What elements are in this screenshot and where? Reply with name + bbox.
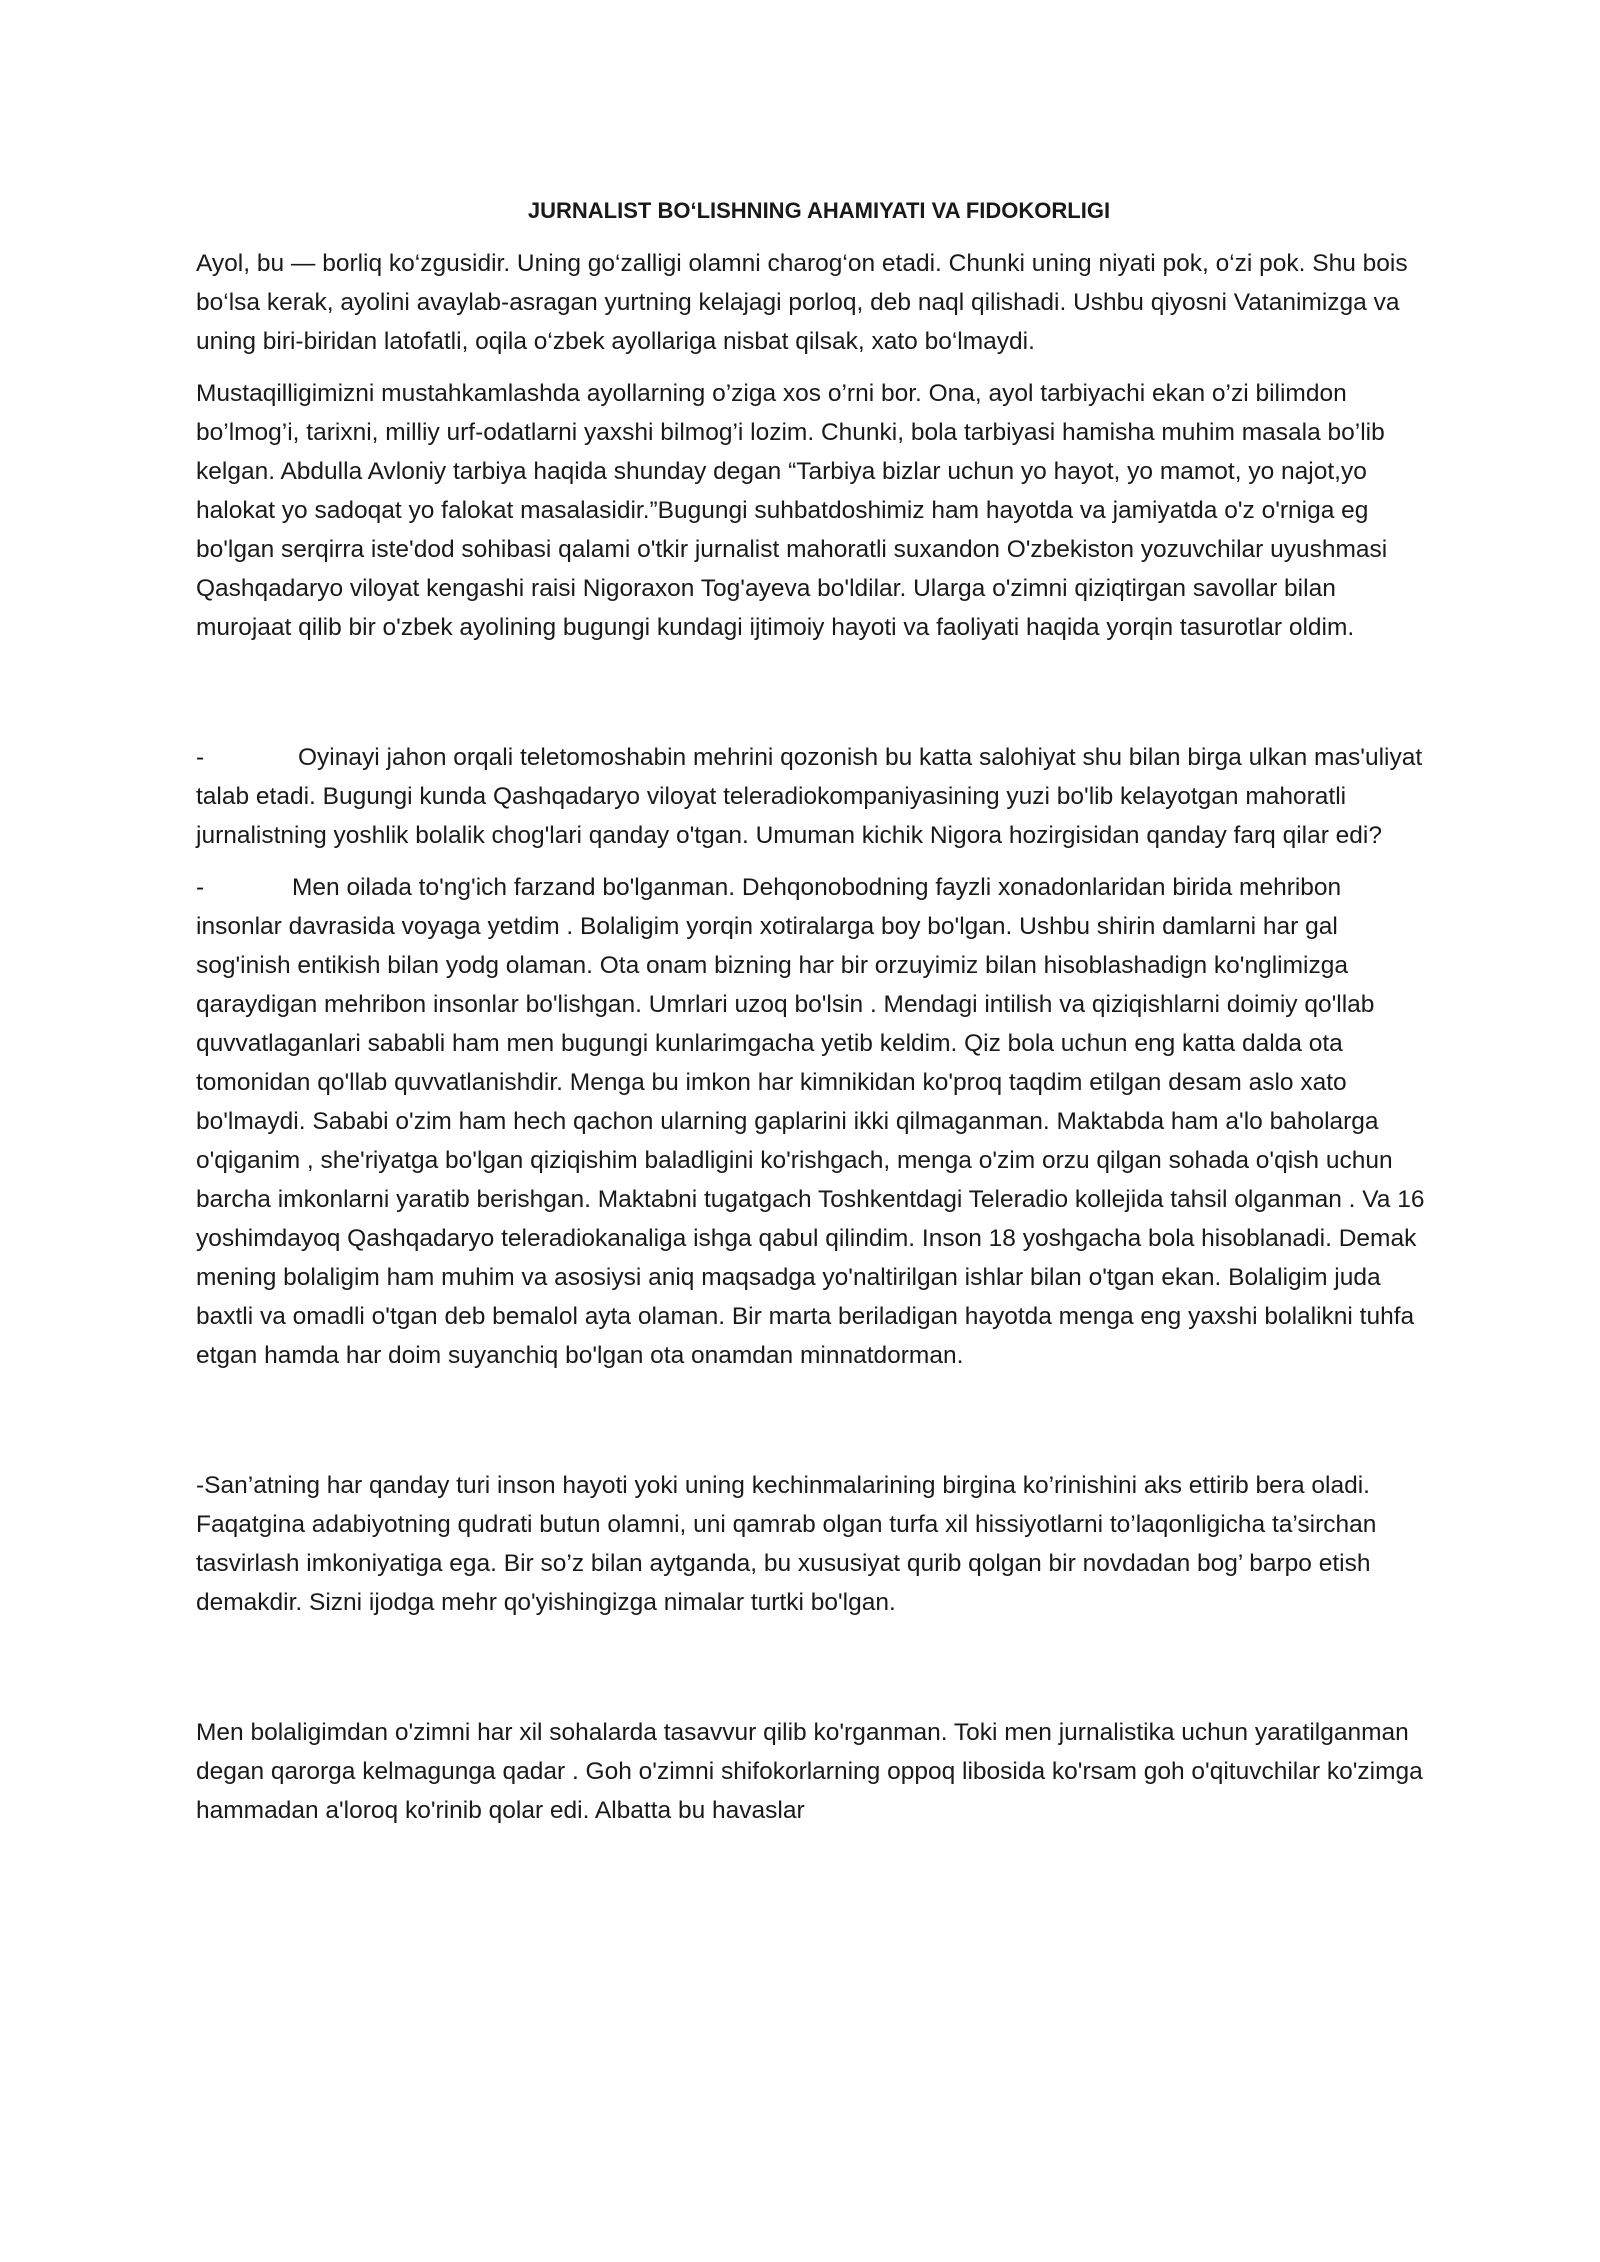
question-2: -San’atning har qanday turi inson hayoti yoki uning kechinmalarining birgina ko’rinishini aks ettirib bera oladi. Faqatgina adabiyotning qudrati butun olamni, uni qamrab olgan turfa xil hissiyotlarni to’laqonligicha ta’sirchan tasvirlash imkoniyatiga ega. Bir so’z bilan aytganda, bu xususiyat qurib qolgan bir novdadan bog’ barpo etish demakdir. Sizni ijodga mehr qo'yishingizga nimalar turtki bo'lgan. — [196, 1472, 1377, 1616]
dash-marker: - — [196, 874, 205, 901]
document-title: JURNALIST BO‘LISHNING AHAMIYATI VA FIDOKORLIGI — [527, 198, 1111, 223]
question-1 — [196, 738, 1428, 855]
paragraph-context: Mustaqilligimizni mustahkamlashda ayollarning o’ziga xos o’rni bor. Ona, ayol tarbiyachi ekan o’zi bilimdon bo’lmog’i, tarixni, milliy urf-odatlarni yaxshi bilmog’i lozim. Chunki, bola tarbiyasi hamisha muhim masala bo’lib kelgan. Abdulla Avloniy tarbiya haqida shunday degan “Tarbiya bizlar uchun yo hayot, yo mamot, yo najot,yo halokat yo sadoqat yo falokat masalasidir.”Bugungi suhbatdoshimiz ham hayotda va jamiyatda o'z o'rniga eg bo'lgan serqirra iste'dod sohibasi qalami o'tkir jurnalist mahoratli suxandon O'zbekiston yozuvchilar uyushmasi Qashqadaryo viloyat kengashi raisi Nigoraxon Tog'ayeva bo'ldilar. Ularga o'zimni qiziqtirgan savollar bilan murojaat qilib bir o'zbek ayolining bugungi kundagi ijtimoiy hayoti va faoliyati haqida yorqin tasurotlar oldim. — [196, 380, 1388, 641]
paragraph-intro: Ayol, bu — borliq ko‘zgusidir. Uning go‘zalligi olamni charog‘on etadi. Chunki uning niyati pok, o‘zi pok. Shu bois bo‘lsa kerak, ayolini avaylab-asragan yurtning kelajagi porloq, deb naql qilishadi. Ushbu qiyosni Vatanimizga va uning biri-biridan latofatli, oqila o‘zbek ayollariga nisbat qilsak, xato bo‘lmaydi. — [196, 250, 1408, 355]
question-1-text: Oyinayi jahon orqali teletomoshabin mehrini qozonish bu katta salohiyat shu bilan birga ulkan mas'uliyat talab etadi. Bugungi kunda Qashqadaryo viloyat teleradiokompaniyasining yuzi bo'lib kelayotgan mahoratli jurnalistning yoshlik bolalik chog'lari qanday o'tgan. Umuman kichik Nigora hozirgisidan qanday farq qilar edi? — [196, 744, 1423, 849]
answer-1-text: Men oilada to'ng'ich farzand bo'lganman. Dehqonobodning fayzli xonadonlaridan birida mehribon insonlar davrasida voyaga yetdim . Bolaligim yorqin xotiralarga boy bo'lgan. Ushbu shirin damlarni har gal sog'inish entikish bilan yodg olaman. Ota onam bizning har bir orzuyimiz bilan hisoblashadign ko'nglimizga qaraydigan mehribon insonlar bo'lishgan. Umrlari uzoq bo'lsin . Mendagi intilish va qiziqishlarni doimiy qo'llab quvvatlaganlari sababli ham men bugungi kunlarimgacha yetib keldim. Qiz bola uchun eng katta dalda ota tomonidan qo'llab quvvatlanishdir. Menga bu imkon har kimnikidan ko'proq taqdim etilgan desam aslo xato bo'lmaydi. Sababi o'zim ham hech qachon ularning gaplarini ikki qilmaganman. Maktabda ham a'lo baholarga o'qiganim , she'riyatga bo'lgan qiziqishim baladligini ko'rishgach, menga o'zim orzu qilgan sohada o'qish uchun barcha imkonlarni yaratib berishgan. Maktabni tugatgach Toshkentdagi Teleradio kollejida tahsil olganman . Va 16 yoshimdayoq Qashqadaryo teleradiokanaliga ishga qabul qilindim. Inson 18 yoshgacha bola hisoblanadi. Demak mening bolaligim ham muhim va asosiysi aniq maqsadga yo'naltirilgan ishlar bilan o'tgan ekan. Bolaligim juda baxtli va omadli o'tgan deb bemalol ayta olaman. Bir marta beriladigan hayotda menga eng yaxshi bolalikni tuhfa etgan hamda har doim suyanchiq bo'lgan ota onamdan minnatdorman. — [196, 874, 1425, 1369]
answer-1 — [196, 868, 1428, 1375]
answer-2: Men bolaligimdan o'zimni har xil sohalarda tasavvur qilib ko'rganman. Toki men jurnalistika uchun yaratilganman degan qarorga kelmagunga qadar . Goh o'zimni shifokorlarning oppoq libosida ko'rsam goh o'qituvchilar ko'zimga hammadan a'loroq ko'rinib qolar edi. Albatta bu havaslar — [196, 1719, 1423, 1824]
dash-marker: - — [196, 744, 205, 771]
document-page — [196, 195, 1428, 1830]
